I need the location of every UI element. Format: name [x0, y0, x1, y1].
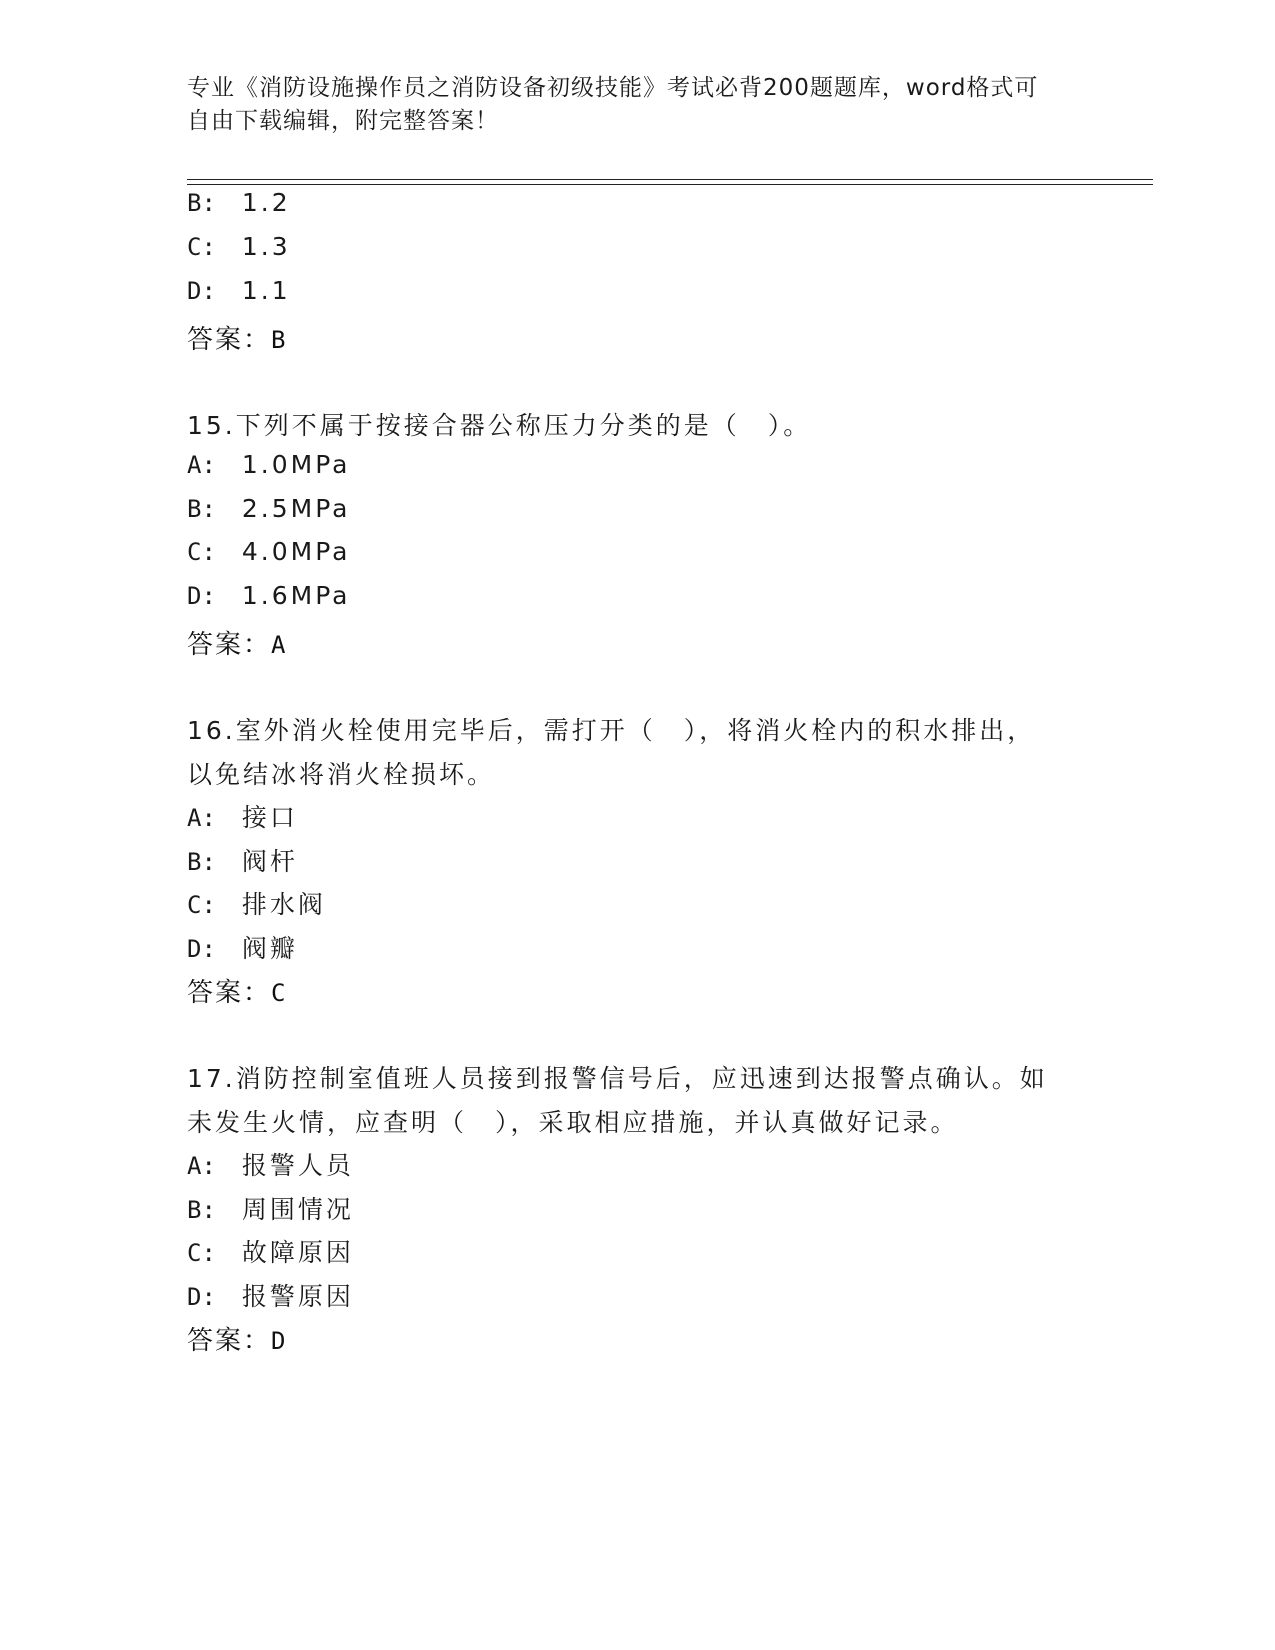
option-a: A: 1.0MPa	[187, 450, 351, 479]
option-text: 1.0MPa	[241, 450, 351, 479]
answer-value: B	[271, 326, 286, 354]
option-c: C: 排水阀	[187, 890, 326, 919]
question-stem-continued: 未发生火情，应查明（ ），采取相应措施，并认真做好记录。	[187, 1108, 959, 1137]
option-d: D: 1.6MPa	[187, 581, 351, 610]
option-text: 1.6MPa	[241, 581, 351, 610]
option-text: 2.5MPa	[241, 494, 351, 523]
answer-line	[187, 319, 1117, 356]
document-header	[187, 72, 1087, 138]
option-a: A: 报警人员	[187, 1151, 354, 1180]
option-b: B: 周围情况	[187, 1195, 354, 1224]
option-text: 1.2	[241, 188, 291, 217]
header-divider-bottom	[187, 184, 1153, 185]
answer-line	[187, 972, 1117, 1009]
option-c: C: 4.0MPa	[187, 537, 351, 566]
option-text: 接口	[241, 803, 298, 832]
answer-value: C	[271, 979, 286, 1007]
question-stem: 17.消防控制室值班人员接到报警信号后，应迅速到达报警点确认。如	[187, 1064, 1048, 1093]
option-text: 报警原因	[241, 1282, 354, 1311]
option-c: C: 1.3	[187, 232, 291, 261]
option-b: B: 1.2	[187, 188, 291, 217]
answer-value: D	[271, 1327, 286, 1355]
answer-line	[187, 1320, 1117, 1357]
option-b: B: 2.5MPa	[187, 494, 351, 523]
option-text: 1.1	[241, 276, 291, 305]
header-divider-top	[187, 179, 1153, 180]
option-c: C: 故障原因	[187, 1238, 354, 1267]
answer-label: 答案：	[187, 978, 272, 1008]
answer-label: 答案：	[187, 630, 272, 660]
question-stem: 15.下列不属于按接合器公称压力分类的是（ ）。	[187, 411, 812, 440]
option-text: 周围情况	[241, 1195, 354, 1224]
answer-line	[187, 624, 1117, 661]
answer-value: A	[271, 631, 286, 659]
option-text: 报警人员	[241, 1151, 354, 1180]
option-a: A: 接口	[187, 803, 298, 832]
question-stem: 16.室外消火栓使用完毕后，需打开（ ），将消火栓内的积水排出，	[187, 716, 1036, 745]
option-d: D: 阀瓣	[187, 934, 298, 963]
question-stem-continued: 以免结冰将消火栓损坏。	[187, 760, 496, 789]
answer-label: 答案：	[187, 1326, 272, 1356]
header-title-line-2: 自由下载编辑，附完整答案！	[187, 108, 499, 134]
option-text: 阀瓣	[241, 934, 298, 963]
option-text: 阀杆	[241, 847, 298, 876]
header-title-line-1: 专业《消防设施操作员之消防设备初级技能》考试必背200题题库，word格式可	[187, 75, 1039, 101]
option-d: D: 报警原因	[187, 1282, 354, 1311]
option-text: 4.0MPa	[241, 537, 351, 566]
option-text: 故障原因	[241, 1238, 354, 1267]
answer-label: 答案：	[187, 325, 272, 355]
option-b: B: 阀杆	[187, 847, 298, 876]
option-text: 排水阀	[241, 890, 326, 919]
option-text: 1.3	[241, 232, 291, 261]
option-d: D: 1.1	[187, 276, 291, 305]
